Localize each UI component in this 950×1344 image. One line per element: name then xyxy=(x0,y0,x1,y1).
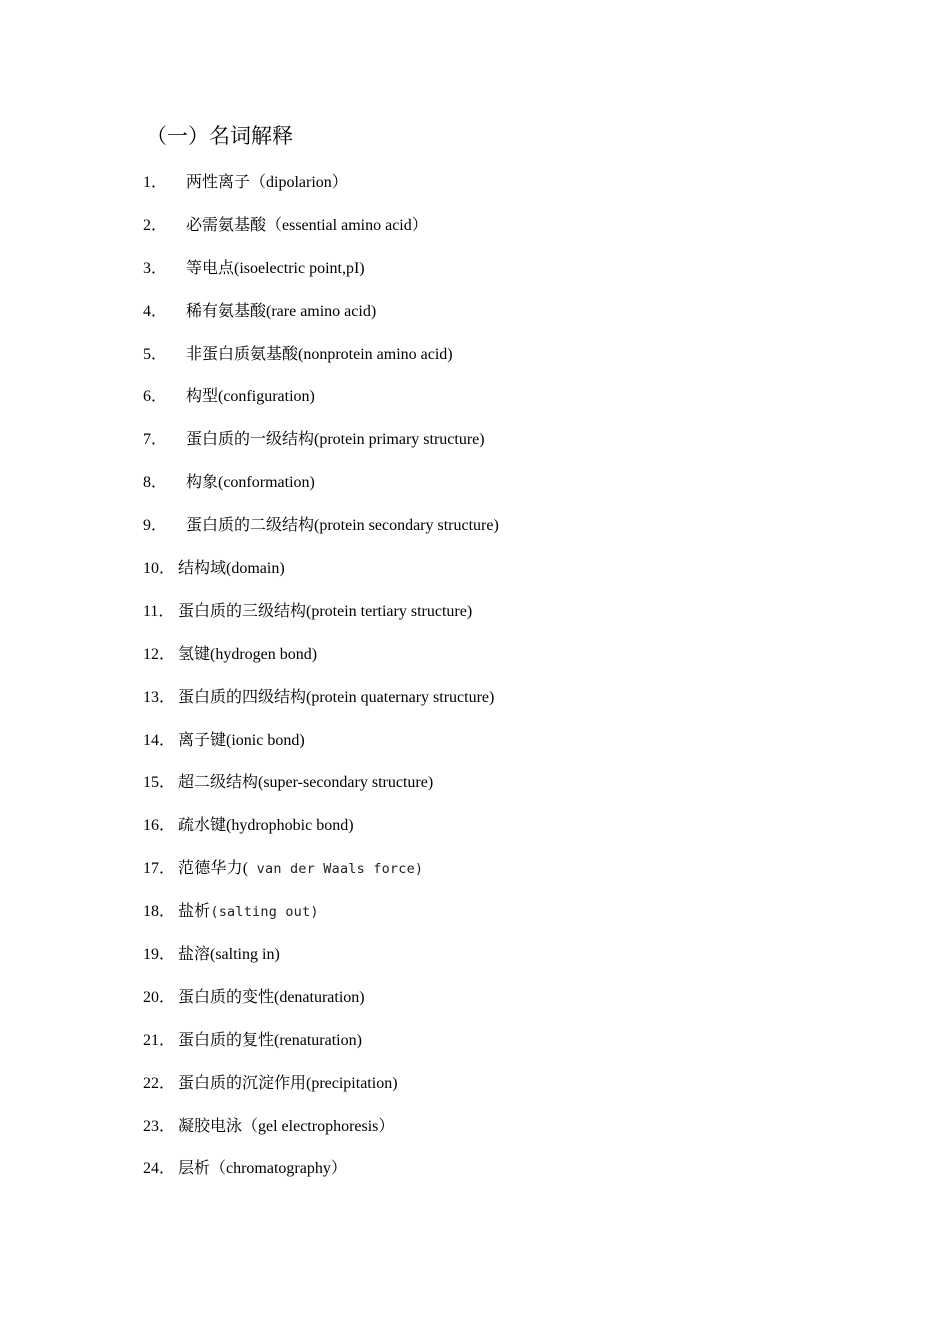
term-text: 蛋白质的二级结构(protein secondary structure) xyxy=(186,517,499,535)
term-text-english: (salting out) xyxy=(210,904,319,921)
term-text: 疏水键(hydrophobic bond) xyxy=(178,817,354,835)
term-number: 13． xyxy=(143,688,176,706)
term-text: 结构域(domain) xyxy=(178,560,285,578)
term-text-chinese: 盐析 xyxy=(178,903,211,921)
term-number: 2． xyxy=(143,216,168,234)
term-text: 构型(configuration) xyxy=(186,388,315,406)
term-text: 蛋白质的三级结构(protein tertiary structure) xyxy=(178,602,473,620)
term-item xyxy=(143,470,499,513)
term-text: 蛋白质的四级结构(protein quaternary structure) xyxy=(178,688,495,706)
term-text xyxy=(178,856,423,882)
term-text: 蛋白质的复性(renaturation) xyxy=(178,1031,362,1049)
term-text: 氢键(hydrogen bond) xyxy=(178,645,318,663)
term-item xyxy=(143,1114,499,1157)
term-text-english: van der Waals force) xyxy=(248,861,424,878)
term-item xyxy=(143,556,499,599)
term-text: 凝胶电泳（gel electrophoresis） xyxy=(178,1117,395,1135)
term-text: 超二级结构(super-secondary structure) xyxy=(178,774,434,792)
term-item xyxy=(143,213,499,256)
term-number: 9． xyxy=(143,517,168,535)
section-title: （一）名词解释 xyxy=(146,124,293,148)
term-text xyxy=(178,899,319,925)
term-number: 6． xyxy=(143,388,168,406)
term-text: 层析（chromatography） xyxy=(178,1160,347,1178)
term-number: 21． xyxy=(143,1031,176,1049)
term-text: 蛋白质的一级结构(protein primary structure) xyxy=(186,431,485,449)
term-item xyxy=(143,299,499,342)
term-text: 构象(conformation) xyxy=(186,474,315,492)
term-number: 20． xyxy=(143,988,176,1006)
term-number: 12． xyxy=(143,645,176,663)
term-item xyxy=(143,427,499,470)
term-number: 24． xyxy=(143,1160,176,1178)
term-item xyxy=(143,513,499,556)
term-item xyxy=(143,642,499,685)
term-number: 23． xyxy=(143,1117,176,1135)
term-item xyxy=(143,770,499,813)
term-text: 两性离子（dipolarion） xyxy=(186,174,348,191)
term-item xyxy=(143,899,499,942)
term-number: 4． xyxy=(143,302,168,320)
term-number: 8． xyxy=(143,474,168,492)
term-text: 蛋白质的沉淀作用(precipitation) xyxy=(178,1074,398,1092)
term-item xyxy=(143,985,499,1028)
term-item xyxy=(143,342,499,385)
term-number: 22． xyxy=(143,1074,176,1092)
term-text: 等电点(isoelectric point,pI) xyxy=(186,259,365,277)
term-item xyxy=(143,1156,499,1199)
term-item xyxy=(143,1028,499,1071)
term-number: 5． xyxy=(143,345,168,363)
term-item xyxy=(143,1071,499,1114)
term-number: 1． xyxy=(143,174,168,191)
term-number: 11． xyxy=(143,602,175,620)
term-text: 必需氨基酸（essential amino acid） xyxy=(186,216,428,234)
term-list xyxy=(143,170,499,1199)
term-number: 7． xyxy=(143,431,168,449)
term-text: 盐溶(salting in) xyxy=(178,946,280,964)
term-text: 稀有氨基酸(rare amino acid) xyxy=(186,302,377,320)
term-item xyxy=(143,728,499,771)
term-text: 离子键(ionic bond) xyxy=(178,731,305,749)
term-number: 17． xyxy=(143,860,176,878)
term-item xyxy=(143,942,499,985)
term-number: 14． xyxy=(143,731,176,749)
term-number: 15． xyxy=(143,774,176,792)
term-number: 19． xyxy=(143,946,176,964)
term-number: 10． xyxy=(143,560,176,578)
term-text: 蛋白质的变性(denaturation) xyxy=(178,988,365,1006)
term-item xyxy=(143,685,499,728)
term-item xyxy=(143,384,499,427)
term-item xyxy=(143,813,499,856)
term-item xyxy=(143,170,499,213)
term-number: 3． xyxy=(143,259,168,277)
term-number: 16． xyxy=(143,817,176,835)
term-item xyxy=(143,256,499,299)
term-text: 非蛋白质氨基酸(nonprotein amino acid) xyxy=(186,345,453,363)
term-text-chinese: 范德华力( xyxy=(178,860,249,878)
term-number: 18． xyxy=(143,903,176,921)
term-item xyxy=(143,599,499,642)
term-item xyxy=(143,856,499,899)
